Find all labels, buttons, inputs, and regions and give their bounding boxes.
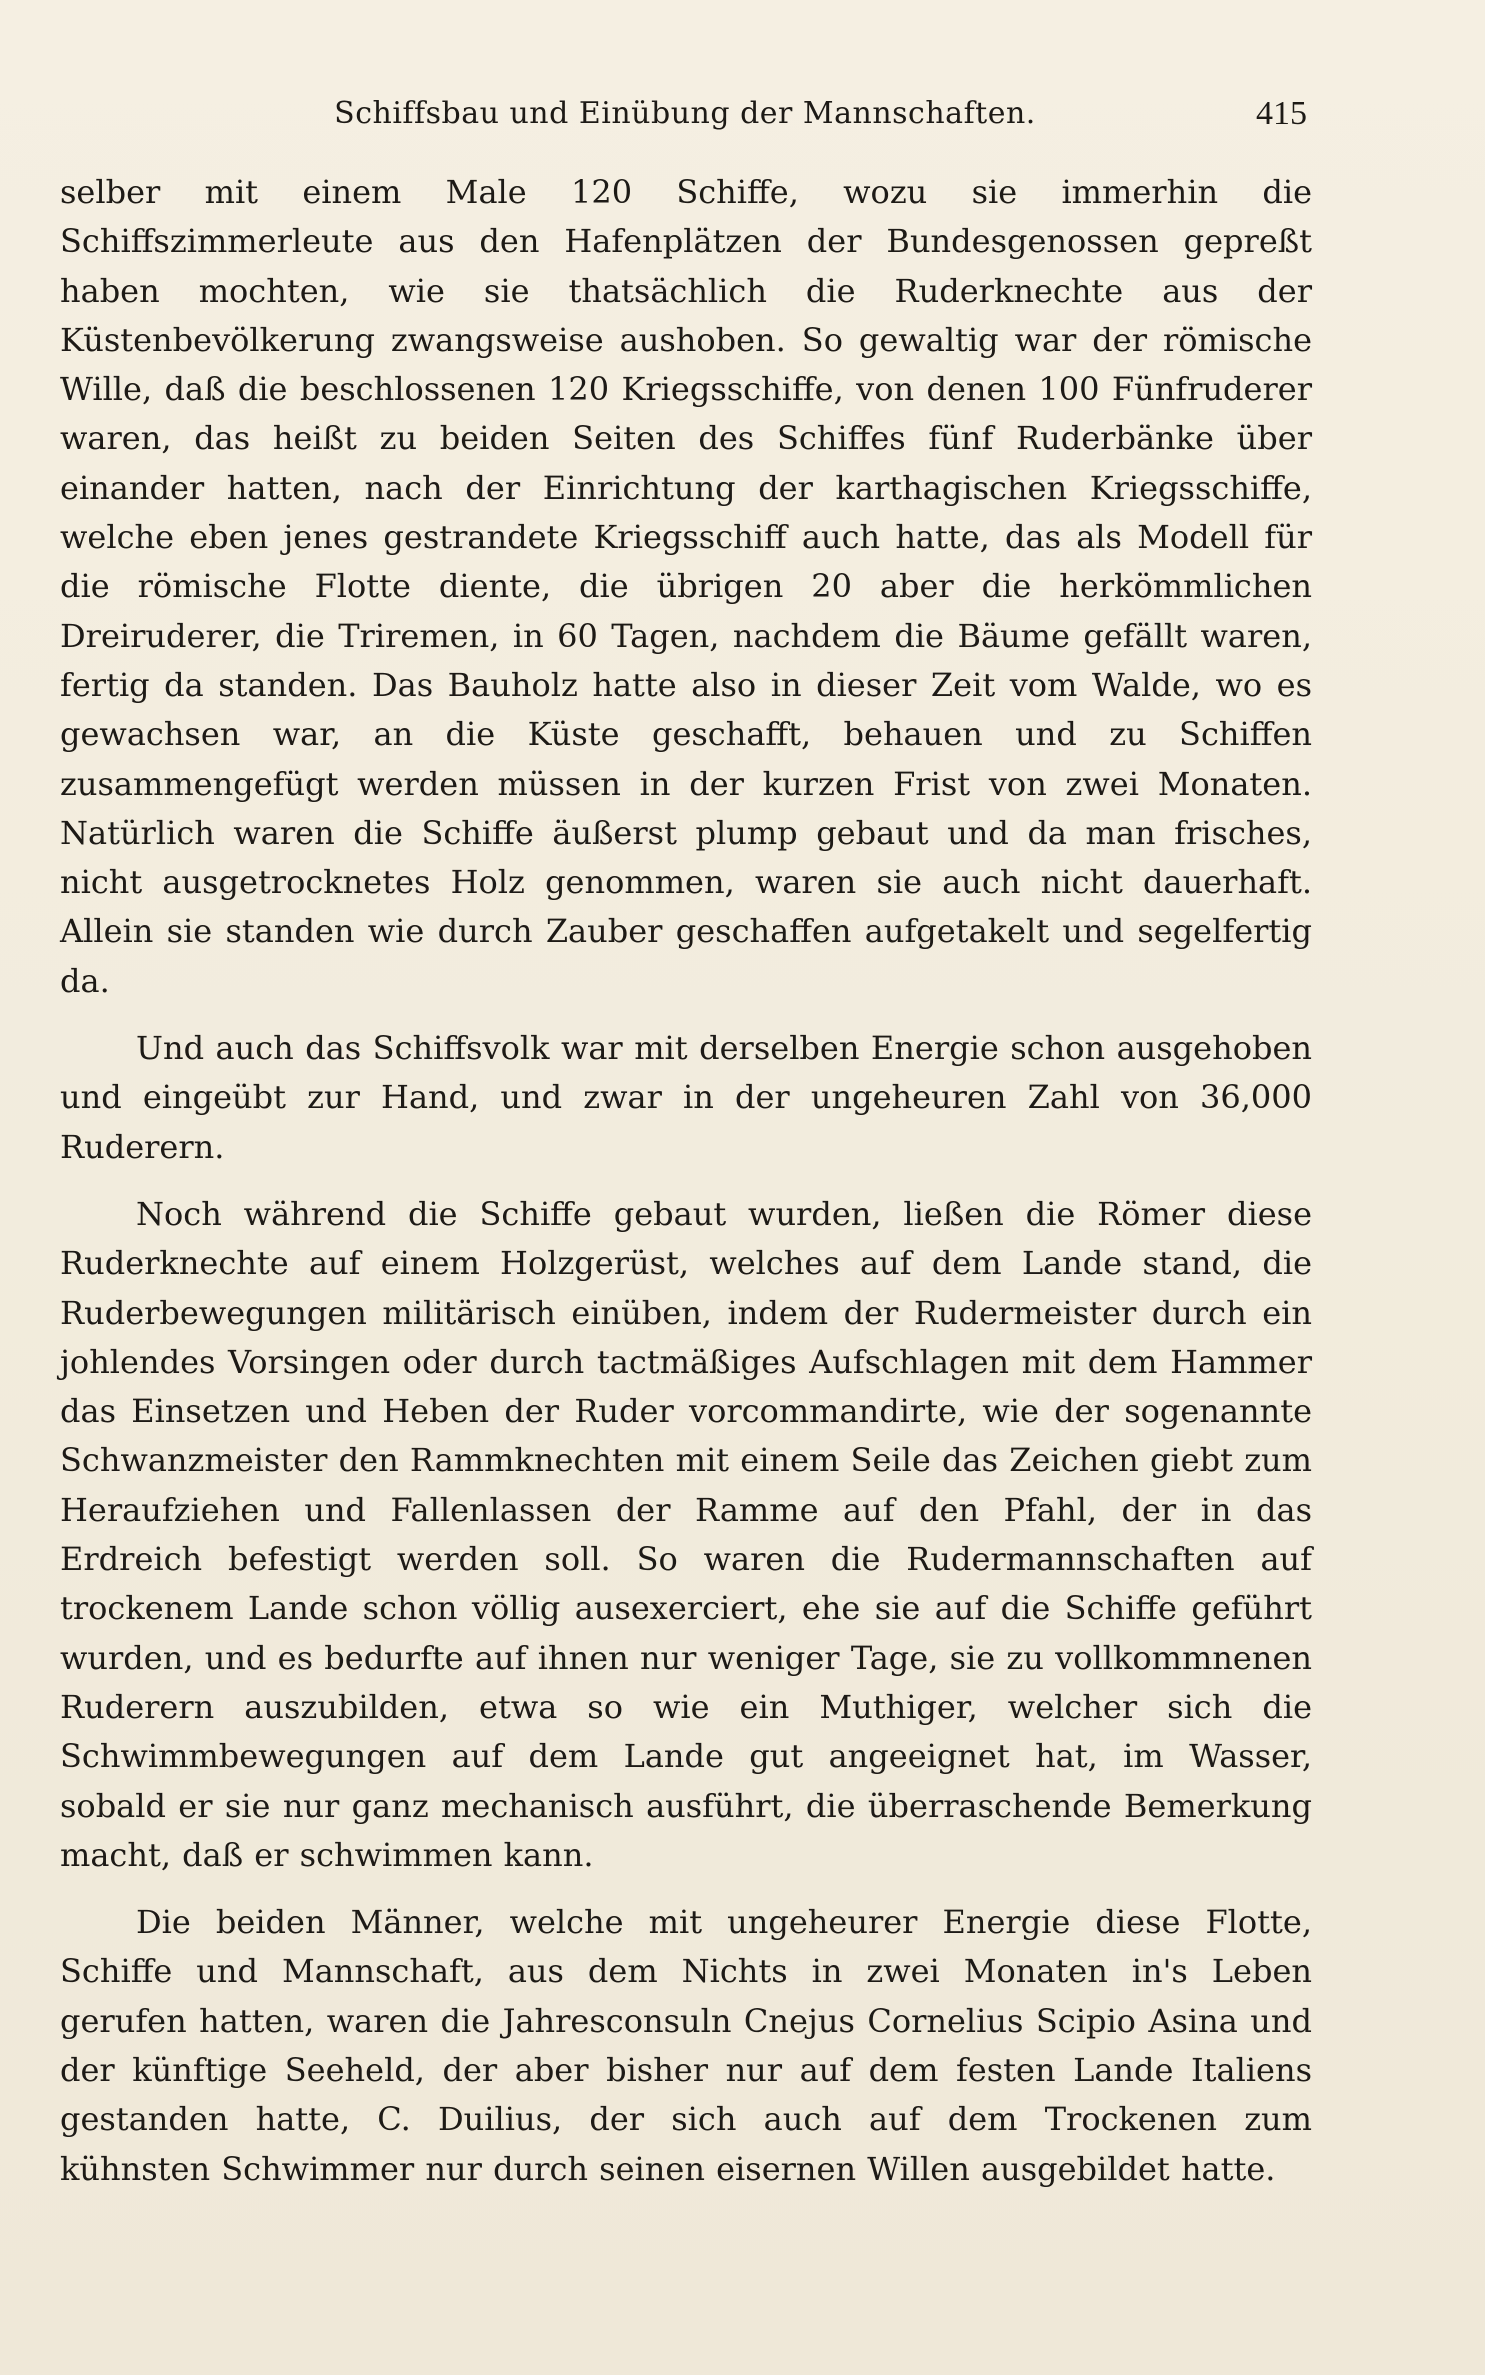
paragraph-3: Noch während die Schiffe gebaut wurden, ließen die Römer diese Ruderknechte auf einem Holzgerüst, welches auf dem Lande stand, die Ruderbewegungen militärisch einüben, indem der Rudermeister durch ein johlendes Vorsingen oder durch tactmäßiges Aufschlagen mit dem Hammer das Einsetzen und Heben der Ruder vorcommandirte, wie der sogenannte Schwanzmeister den Rammknechten mit einem Seile das Zeichen giebt zum Heraufziehen und Fallenlassen der Ramme auf den Pfahl, der in das Erdreich befestigt werden soll. So waren die Rudermannschaften auf trockenem Lande schon völlig ausexerciert, ehe sie auf die Schiffe geführt wurden, und es bedurfte auf ihnen nur weniger Tage, sie zu vollkommnenen Ruderern auszubilden, etwa so wie ein Muthiger, welcher sich die Schwimmbewegungen auf dem Lande gut angeeignet hat, im Wasser, sobald er sie nur ganz mechanisch ausführt, die überraschende Bemerkung macht, daß er schwimmen kann.	[60, 1194, 1312, 1874]
page-number: 415	[1256, 95, 1307, 132]
body-text	[60, 168, 1312, 2212]
paragraph-4: Die beiden Männer, welche mit ungeheurer Energie diese Flotte, Schiffe und Mannschaft, aus dem Nichts in zwei Monaten in's Leben gerufen hatten, waren die Jahresconsuln Cnejus Cornelius Scipio Asina und der künftige Seeheld, der aber bisher nur auf dem festen Lande Italiens gestanden hatte, C. Duilius, der sich auch auf dem Trockenen zum kühnsten Schwimmer nur durch seinen eisernen Willen ausgebildet hatte.	[60, 1903, 1312, 2188]
paragraph-1: selber mit einem Male 120 Schiffe, wozu sie immerhin die Schiffszimmerleute aus den Hafenplätzen der Bundesgenossen gepreßt haben mochten, wie sie thatsächlich die Ruderknechte aus der Küstenbevölkerung zwangsweise aushoben. So gewaltig war der römische Wille, daß die beschlossenen 120 Kriegsschiffe, von denen 100 Fünfruderer waren, das heißt zu beiden Seiten des Schiffes fünf Ruderbänke über einander hatten, nach der Einrichtung der karthagischen Kriegsschiffe, welche eben jenes gestrandete Kriegsschiff auch hatte, das als Modell für die römische Flotte diente, die übrigen 20 aber die herkömmlichen Dreiruderer, die Triremen, in 60 Tagen, nachdem die Bäume gefällt waren, fertig da standen. Das Bauholz hatte also in dieser Zeit vom Walde, wo es gewachsen war, an die Küste geschafft, behauen und zu Schiffen zusammengefügt werden müssen in der kurzen Frist von zwei Monaten. Natürlich waren die Schiffe äußerst plump gebaut und da man frisches, nicht ausgetrocknetes Holz genommen, waren sie auch nicht dauerhaft. Allein sie standen wie durch Zauber geschaffen aufgetakelt und segelfertig da.	[60, 173, 1312, 1000]
running-title: Schiffsbau und Einübung der Mannschaften.	[334, 96, 1036, 131]
paragraph-2: Und auch das Schiffsvolk war mit derselben Energie schon ausgehoben und eingeübt zur Hand, und zwar in der ungeheuren Zahl von 36,000 Ruderern.	[60, 1029, 1312, 1166]
running-head	[60, 92, 1310, 136]
